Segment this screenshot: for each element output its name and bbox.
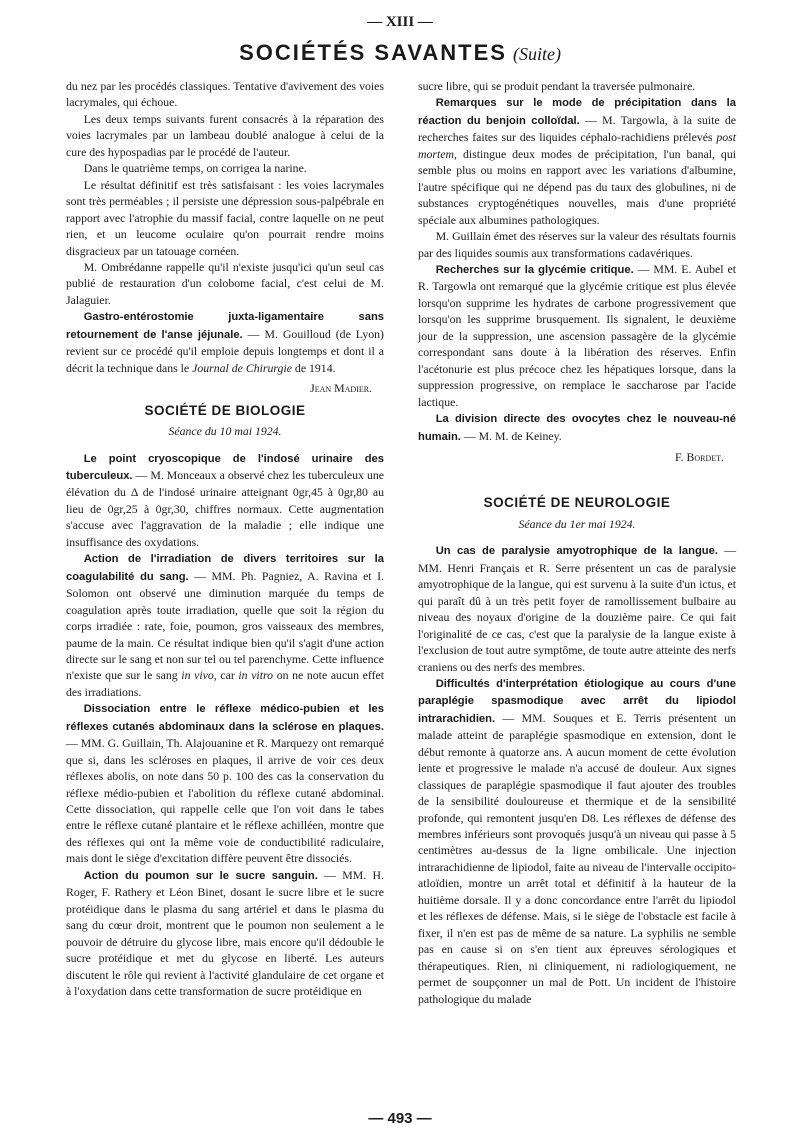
latin-term: in vivo <box>181 668 214 683</box>
article-heading: Difficultés d'interprétation étiologique au cours d'une paraplégie spasmodique avec arrêt du lipiodol intrarachidien. <box>418 677 736 725</box>
article-text: — MM. Henri Français et R. Serre présentent un cas de paralysie amyotrophique de la langue, qui est survenu à la suite d'un ictus, et qui paraît dû à un très petit foyer de ramollissement bulbaire au niveau des noyaux d'origine de la douzième paire. Ce qui fait l'originalité de ce cas, c'est que la paralysie de la langue existe à l'exclusion de tout autre symptôme, de toute autre atteinte des nerfs craniens ou des nerfs des membres. <box>418 543 737 674</box>
running-head-suite: (Suite) <box>512 44 561 64</box>
article-heading: Dissociation entre le réflexe médico-pubien et les réflexes cutanés abdominaux dans la sclérose en plaques. <box>66 703 384 733</box>
article-text: — MM. E. Aubel et R. Targowla ont remarqué que la glycémie critique est plus élevée lorsqu'on supprime les hydrates de carbone progressivement que lorsqu'on les supprime brusquement. Ils signalent, le deuxième jour de la suppression, une ascension passagère de la glycémie correspondant sans doute à la libération des réserves. Enfin l'acétonurie est plus précoce chez les hépatiques lorsque, dans la suppression progressive, on remplace le saccharose par l'acide lactique. <box>418 261 736 409</box>
running-head <box>0 40 800 66</box>
section-date: Séance du 10 mai 1924. <box>168 424 282 439</box>
article-text: , distingue deux modes de précipitation, l'un banal, qui semble plus ou moins en rapport avec les variations d'albumine, l'autre spécifique qui ne dépend pas du taux des globulines, ni de substances cryptogénétiques nouvelles, mais d'une propriété spéciale aux albumines pathologiques. <box>418 146 736 227</box>
article-heading: Action de l'irradiation de divers territoires sur la coagulabilité du sang. <box>66 553 384 583</box>
paragraph: M. Guillain émet des réserves sur la valeur des résultats fournis par des liquides soumis aux transformations cadavériques. <box>418 229 736 260</box>
article-text: — MM. Souques et E. Terris présentent un malade atteint de paraplégie spasmodique en extension, dont le début remonte à quatorze ans. A aucun moment de cette évolution lente et progressive le malade n'a accusé de douleur. Aux signes classiques de paraplégie spasmodique il faut ajouter des troubles de la sensibilité douloureuse et thermique et de la sensibilité profonde, qui remontent jusqu'en D8. Les réflexes de défense des membres inférieurs sont provoqués jusqu'à un niveau qui passe à 5 centimètres au-dessus de la ligne ombilicale. Une injection intrarachidienne de lipiodol, faite au niveau de l'intervalle occipito-atloïdien, montre un arrêt total et définitif à la hauteur de la huitième dorsale. Il y a donc concordance entre l'arrêt du lipiodol et les réflexes de défense. Mais, si le siège de l'obstacle est facile à fixer, il n'en est pas de même de sa nature. La syphilis ne semble pas en cause si on s'en tient aux épreuves sérologiques et thérapeutiques. Rien, ni cliniquement, ni radiologiquement, ne permet de soupçonner un mal de Pott. Un incident de l'histoire pathologique du malade <box>418 710 736 1006</box>
article-text: — MM. G. Guillain, Th. Alajouanine et R. Marquezy ont remarqué que si, dans les scléroses en plaques, il arrive de voir ces deux réflexes abolis, on note dans 50 p. 100 des cas la conservation du réflexe médio-pubien et l'abolition du réflexe cutané abdominal. Cette dissociation, qui rappelle celle que l'on voit dans le tabes entre le réflexe cutané plantaire et le réflexe achilléen, montre que des réflexes qui ont la même voie de conductibilité radiculaire, mais dont le siège d'excitation diffère peuvent être dissociés. <box>66 736 384 866</box>
article-text: — MM. H. Roger, F. Rathery et Léon Binet, dosant le sucre libre et le sucre protéidique dans le plasma du sang artériel et dans le plasma du sang du cœur droit, montrent que le poumon non seulement a le pouvoir de détruire du glycose libre, mais encore qu'il dédouble le sucre protéidique et met du glycose en liberté. Les auteurs discutent le rôle qui revient à l'activité glandulaire de cet organe et à l'oxydation dans cette transformation de sucre protéidique en <box>66 867 385 999</box>
article-ovocytes <box>418 410 736 445</box>
article-text: revient sur ce procédé qu'il emploie depuis longtemps et dont il a décrit la technique dans le <box>66 344 384 375</box>
latin-term: in vitro <box>238 668 274 683</box>
article-paralysie <box>418 542 736 675</box>
article-cryoscopie <box>66 450 384 551</box>
running-head-title: SOCIÉTÉS SAVANTES <box>239 40 507 65</box>
paragraph: Les deux temps suivants furent consacrés à la réparation des voies lacrymales par un lambeau doublé analogue à celui de la cure des hypospadias par le procédé de l'auteur. <box>66 111 384 159</box>
left-column <box>66 78 384 999</box>
article-irradiation <box>66 550 384 700</box>
section-title-biologie: SOCIÉTÉ DE BIOLOGIE <box>144 402 306 418</box>
right-column <box>418 78 736 1007</box>
article-gastro <box>66 308 384 376</box>
signature: Jean Madier. <box>310 381 372 396</box>
paragraph: sucre libre, qui se produit pendant la traversée pulmonaire. <box>418 79 696 93</box>
latin-term: post mortem <box>418 130 736 161</box>
article-text: — MM. Ph. Pagniez, A. Ravina et I. Solomon ont observé une diminution marquée du temps de coagulation après toute irradiation, quelle que soit la région du corps irradiée : rate, foie, poumon, gros vaisseaux des membres, paume de la main. Ce résultat indique bien qu'il s'agit d'une action directe sur le sang et non sur tel ou tel parenchyme. Cette influence n'existe que sur le sang <box>66 568 384 683</box>
section-title-neurologie: SOCIÉTÉ DE NEUROLOGIE <box>483 495 671 511</box>
paragraph: M. Ombrédanne rappelle qu'il n'existe jusqu'ici qu'un seul cas publié de restauration d'un colobome facial, c'est celui de M. Jalaguier. <box>66 259 384 307</box>
article-text: — M. M. de Keiney. <box>463 428 562 443</box>
article-precipitation <box>418 94 736 228</box>
article-paraplegie <box>418 675 736 1007</box>
article-text: on ne note aucun effet des irradiations. <box>66 668 385 699</box>
article-heading: La division directe des ovocytes chez le nouveau-né humain. <box>418 413 736 443</box>
article-heading: Action du poumon sur le sucre sanguin. <box>83 869 318 882</box>
page-number-roman: — XIII — <box>367 14 433 30</box>
page-number: — 493 — <box>368 1110 432 1127</box>
article-poumon <box>66 867 384 1000</box>
article-heading: Recherches sur la glycémie critique. <box>435 263 634 276</box>
journal-name: Journal de Chirurgie <box>192 360 292 375</box>
article-text: , car <box>213 668 235 683</box>
article-heading: Le point cryoscopique de l'indosé urinaire des tuberculeux. <box>66 452 384 482</box>
paragraph: du nez par les procédés classiques. Tentative d'avivement des voies lacrymales, qui échoue. <box>66 79 384 110</box>
signature: F. Bordet. <box>675 449 724 464</box>
article-author: — M. Gouilloud (de Lyon) <box>247 326 384 341</box>
article-heading: Remarques sur le mode de précipitation dans la réaction du benjoin colloïdal. <box>418 97 736 127</box>
article-glycemie <box>418 261 736 410</box>
article-text: — M. Targowla, à la suite de recherches faites sur des liquides céphalo-rachidiens prélevés <box>418 112 737 145</box>
article-text: de 1914. <box>294 360 336 375</box>
article-heading: Un cas de paralysie amyotrophique de la langue. <box>435 545 718 558</box>
section-date: Séance du 1er mai 1924. <box>518 516 636 531</box>
paragraph: Dans le quatrième temps, on corrigea la narine. <box>83 161 307 176</box>
paragraph: Le résultat définitif est très satisfaisant : les voies lacrymales sont très perméables ; il persiste une dépression sous-palpébrale en rapport avec l'atrophie du massif facial, contre laquelle on ne peut rien, et un leucome oculaire qu'on pourrait rendre moins disgracieux par un tatouage cornéen. <box>66 177 384 258</box>
article-text: — M. Monceaux a observé chez les tuberculeux une élévation du Δ de l'indosé urinaire atteignant 0gr,45 à 0gr,80 au lieu de 0gr,25 à 0gr,30, chiffres normaux. Cette augmentation s'accuse avec l'aggravation de la maladie ; elle indique une insuffisance des oxydations. <box>66 467 384 549</box>
article-dissociation <box>66 700 384 867</box>
article-heading: Gastro-entérostomie juxta-ligamentaire sans retournement de l'anse jéjunale. <box>66 311 384 341</box>
